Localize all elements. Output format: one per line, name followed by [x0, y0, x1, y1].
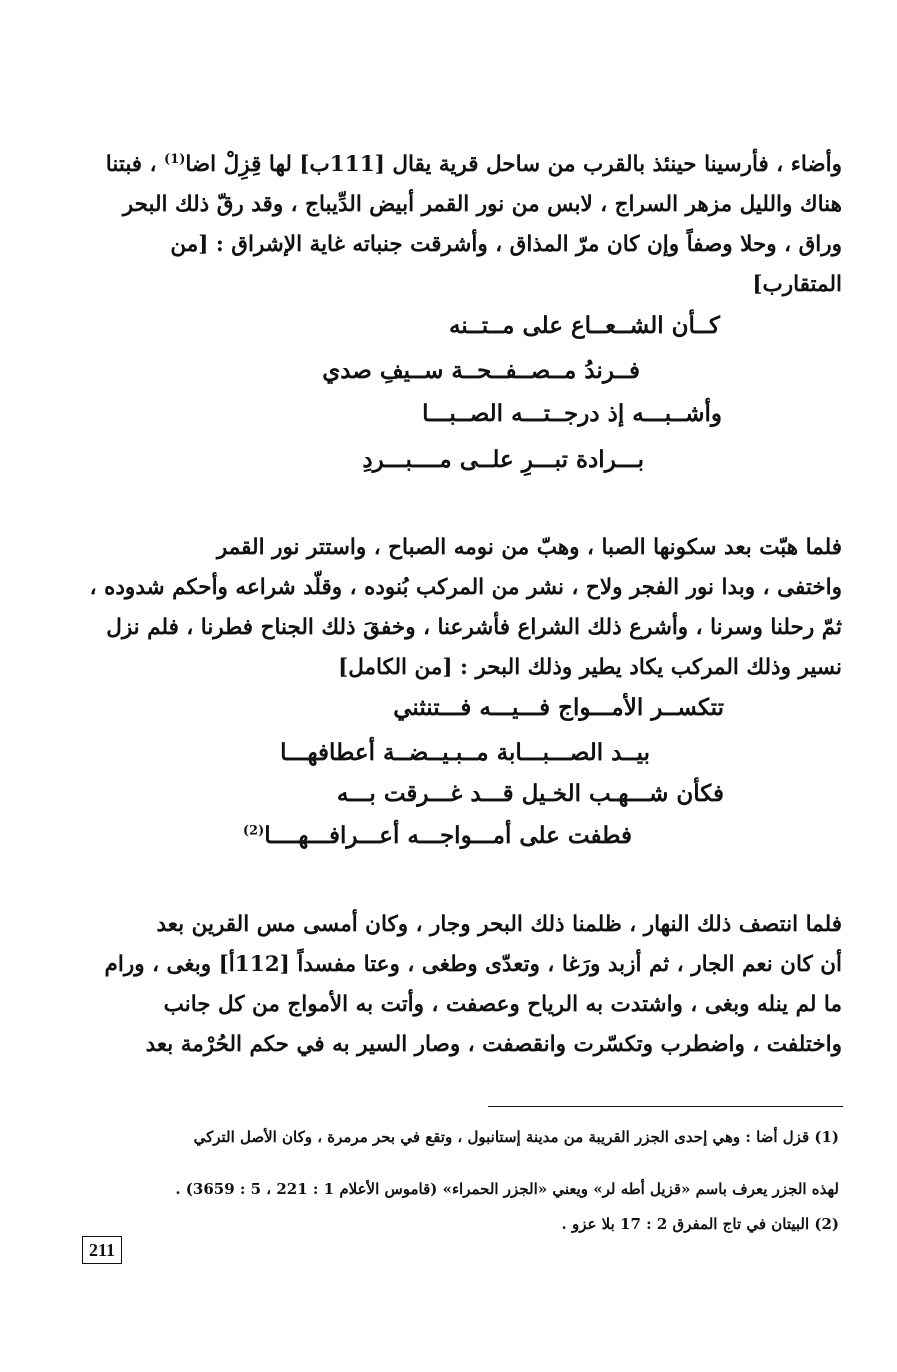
poem-1-verse-3: وأشــبـــه إذ درجــتـــه الصــبـــا [422, 400, 722, 427]
poem-2-verse-2: بيــد الصـــبـــابة مــبـيــضــة أعطافهـــا [280, 739, 650, 766]
paragraph-line: نسير وذلك المركب يكاد يطير وذلك البحر : [من الكامل] [338, 655, 842, 680]
paragraph-line: واختفى ، وبدا نور الفجر ولاح ، نشر من المركب بُنوده ، وقلّد شراعه وأحكم شدوده ، [89, 575, 842, 600]
poem-2-verse-4 [243, 822, 632, 849]
paragraph-line [105, 140, 842, 185]
footnote-2: (2) البيتان في تاج المفرق 2 : 17 بلا عزو . [561, 1215, 839, 1233]
paragraph-2 [89, 528, 842, 688]
paragraph-line-tail: ، فبتنا [105, 152, 157, 178]
footnote-ref-1[interactable]: (1) [164, 152, 186, 167]
footnote-1-line-2: لهذه الجزر يعرف باسم «قزيل أطه لر» ويعني «الجزر الحمراء» (قاموس الأعلام 1 : 221 ، 5 : 3659) . [175, 1180, 839, 1198]
paragraph-line: هناك والليل مزهر السراج ، لابس من نور القمر أبيض الدِّيباج ، وقد رقّ ذلك البحر [122, 192, 842, 218]
paragraph-line: أن كان نعم الجار ، ثم أزبد ورَغا ، وتعدّى وطغى ، وعتا مفسداً [112أ] وبغى ، ورام [104, 952, 842, 977]
paragraph-line-text: وأضاء ، فأرسينا حينئذ بالقرب من ساحل قرية يقال [111ب] لها قِزِلْ اضا [185, 152, 842, 178]
paragraph-3 [104, 905, 842, 1065]
footnote-1-line-1: (1) قزل أضا : وهي إحدى الجزر القريبة من مدينة إستانبول ، وتقع في بحر مرمرة ، وكان الأصل التركي [193, 1128, 839, 1146]
paragraph-line: فلما انتصف ذلك النهار ، ظلمنا ذلك البحر وجار ، وكان أمسى مس القرين بعد [156, 912, 842, 937]
footnote-ref-2[interactable]: (2) [242, 823, 265, 839]
paragraph-line: وراق ، وحلا وصفاً وإن كان مرّ المذاق ، وأشرقت جنباته غاية الإشراق : [من [170, 232, 842, 258]
poem-1-verse-2: فــرندُ مــصــفــحــة ســيفِ صدي [322, 357, 640, 384]
paragraph-line: ثمّ رحلنا وسرنا ، وأشرع ذلك الشراع فأشرعنا ، وخفقَ ذلك الجناح فطرنا ، فلم نزل [106, 615, 842, 640]
page-number: 211 [82, 1236, 122, 1264]
poem-2-verse-3: فكأن شـــهـب الخـيل قـــد غـــرقت بـــه [336, 780, 724, 807]
footnote-divider [488, 1106, 843, 1107]
poem-2-verse-4-text: فطفت على أمـــواجـــه أعـــرافـــهــــا [264, 822, 632, 849]
paragraph-1 [105, 140, 842, 305]
paragraph-line: المتقارب] [752, 272, 842, 298]
paragraph-line: فلما هبّت بعد سكونها الصبا ، وهبّ من نومه الصباح ، واستتر نور القمر [216, 535, 842, 560]
poem-1-verse-4: بـــرادة تبـــرِ علــى مــــبـــردِ [362, 446, 644, 473]
paragraph-line: ما لم ينله وبغى ، واشتدت به الرياح وعصفت ، وأتت به الأمواج من كل جانب [163, 992, 842, 1017]
poem-1-verse-1: كــأن الشــعــاع على مــتــنه [448, 312, 720, 339]
paragraph-line: واختلفت ، واضطرب وتكسّرت وانقصفت ، وصار السير به في حكم الحُرْمة بعد [145, 1032, 842, 1057]
poem-2-verse-1: تتكســر الأمـــواج فـــيـــه فـــتنثني [393, 694, 724, 721]
